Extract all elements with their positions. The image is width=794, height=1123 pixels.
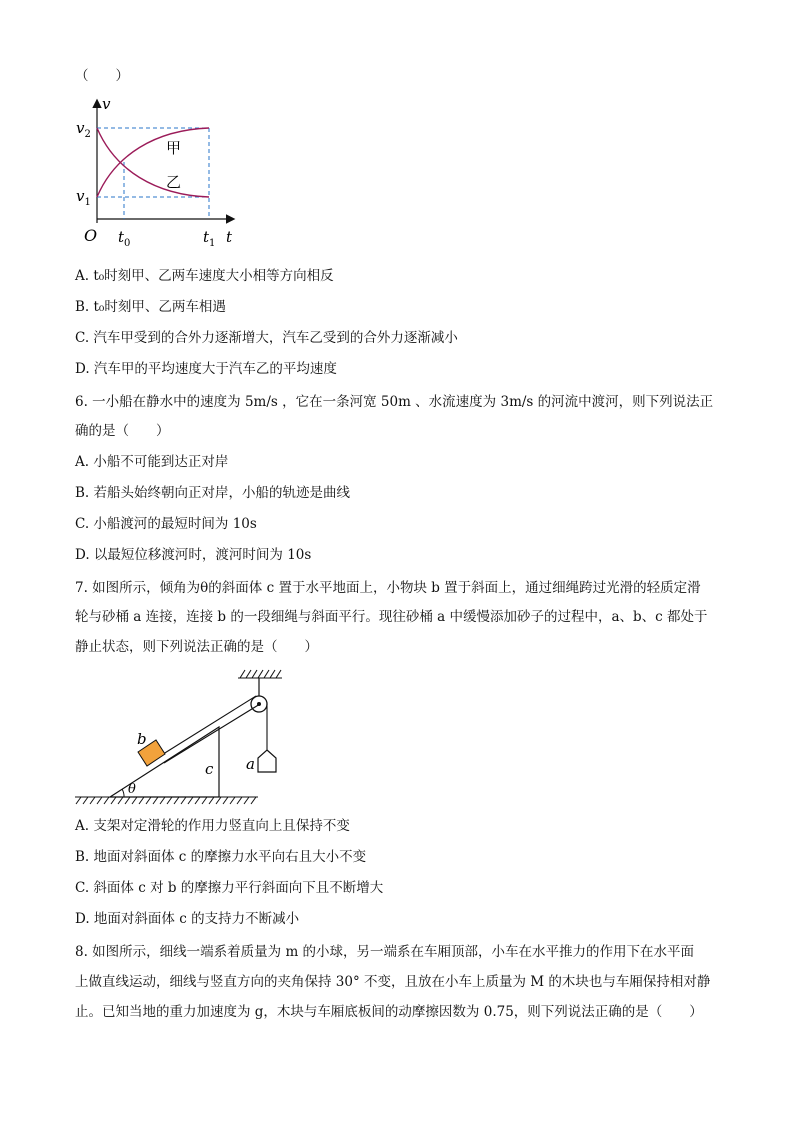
- curve-yi: [97, 128, 209, 197]
- label-yi: 乙: [166, 173, 182, 191]
- t0-label: $t_0$: [118, 228, 131, 249]
- q7-option-a: A. 支架对定滑轮的作用力竖直向上且保持不变: [75, 818, 350, 834]
- q5-option-b: B. t₀时刻甲、乙两车相遇: [75, 299, 226, 315]
- q7-stem-line1: 7. 如图所示，倾角为θ的斜面体 c 置于水平地面上，小物块 b 置于斜面上，通过细绳跨过光滑的轻质定滑: [75, 580, 701, 596]
- q7-stem-line2: 轮与砂桶 a 连接，连接 b 的一段细绳与斜面平行。现往砂桶 a 中缓慢添加砂子的过程中，a、b、c 都处于: [75, 609, 708, 625]
- q5-vt-graph: [70, 95, 250, 250]
- axis-y-label: v: [102, 95, 111, 113]
- origin-label: O: [84, 226, 98, 245]
- q5-option-d: D. 汽车甲的平均速度大于汽车乙的平均速度: [75, 361, 337, 377]
- v2-label: $v_2$: [76, 119, 91, 140]
- q6-stem-line1: 6. 一小船在静水中的速度为 5m/s ，它在一条河宽 50m 、水流速度为 3m/s 的河流中渡河，则下列说法正: [75, 394, 714, 410]
- label-jia: 甲: [166, 139, 182, 157]
- q6-stem-line2: 确的是（ ）: [75, 423, 170, 439]
- q6-option-b: B. 若船头始终朝向正对岸，小船的轨迹是曲线: [75, 485, 351, 501]
- guide-lines: [97, 128, 209, 219]
- t1-label: $t_1$: [203, 228, 216, 249]
- label-b: b: [137, 730, 147, 748]
- q8-stem-line3: 止。已知当地的重力加速度为 g，木块与车厢底板间的动摩擦因数为 0.75，则下列说法正确的是（ ）: [75, 1004, 703, 1020]
- bucket-a: [258, 750, 276, 772]
- q5-option-c: C. 汽车甲受到的合外力逐渐增大，汽车乙受到的合外力逐渐减小: [75, 330, 458, 346]
- q5-option-a: A. t₀时刻甲、乙两车速度大小相等方向相反: [75, 268, 334, 284]
- q6-option-d: D. 以最短位移渡河时，渡河时间为 10s: [75, 547, 312, 563]
- q7-stem-line3: 静止状态，则下列说法正确的是（ ）: [75, 639, 318, 655]
- curve-jia: [97, 128, 209, 197]
- q7-option-c: C. 斜面体 c 对 b 的摩擦力平行斜面向下且不断增大: [75, 880, 384, 896]
- axis-x-label: t: [226, 228, 233, 246]
- incline-c: [110, 727, 219, 797]
- label-theta: θ: [128, 782, 136, 797]
- q6-option-a: A. 小船不可能到达正对岸: [75, 454, 229, 470]
- q8-stem-line1: 8. 如图所示，细线一端系着质量为 m 的小球，另一端系在车厢顶部，小车在水平推力的作用下在水平面: [75, 944, 695, 960]
- label-a: a: [246, 755, 255, 773]
- q7-incline-figure: [70, 664, 300, 809]
- label-c: c: [205, 760, 214, 778]
- ground-hatch: [75, 797, 258, 804]
- v1-label: $v_1$: [76, 187, 91, 208]
- q8-stem-line2: 上做直线运动，细线与竖直方向的夹角保持 30° 不变，且放在小车上质量为 M 的木块也与车厢保持相对静: [75, 974, 711, 990]
- ceiling-hatch: [238, 670, 282, 678]
- q6-option-c: C. 小船渡河的最短时间为 10s: [75, 516, 257, 532]
- q7-option-d: D. 地面对斜面体 c 的支持力不断减小: [75, 911, 300, 927]
- q7-option-b: B. 地面对斜面体 c 的摩擦力水平向右且大小不变: [75, 849, 367, 865]
- q5-bracket: （ ）: [75, 68, 129, 84]
